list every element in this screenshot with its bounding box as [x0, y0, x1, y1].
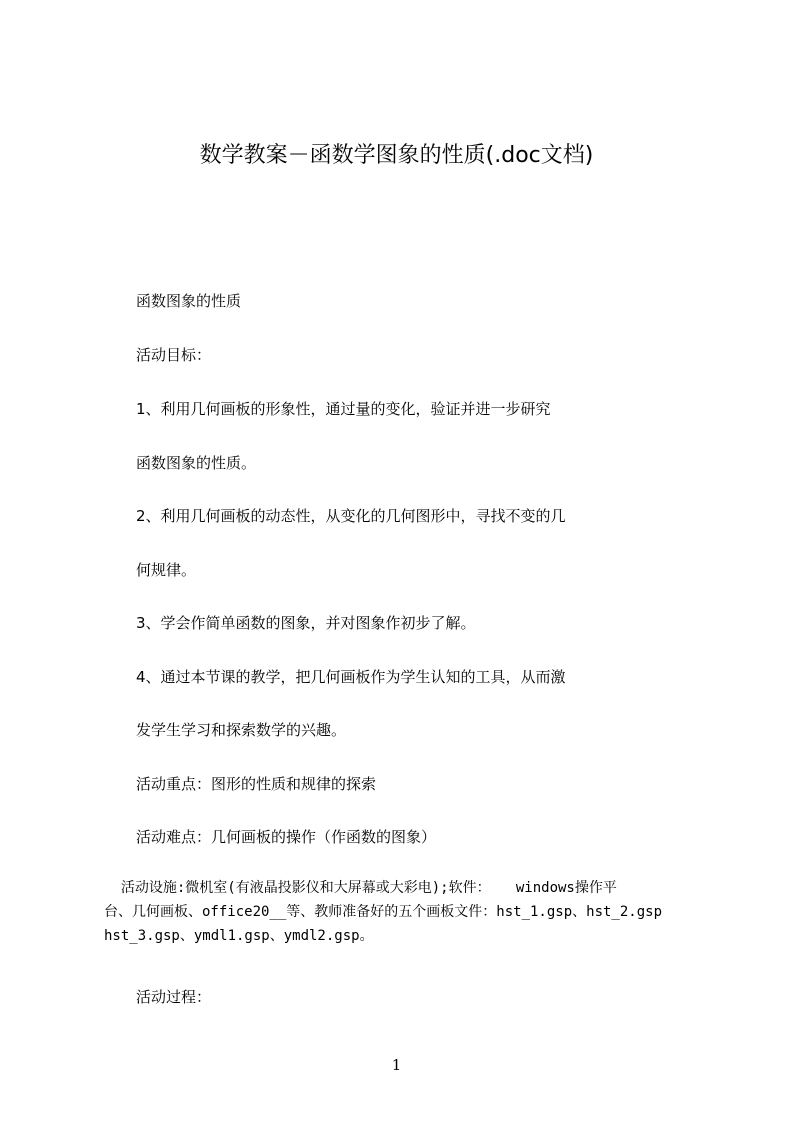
facility-line-1: 活动设施:微机室(有液晶投影仪和大屏幕或大彩电);软件： windows操作平	[104, 880, 617, 896]
paragraph-objective-1a: 1、利用几何画板的形象性，通过量的变化，验证并进一步研究	[136, 400, 551, 418]
document-title: 数学教案－函数学图象的性质(.doc文档)	[199, 143, 594, 168]
process-heading: 活动过程：	[136, 988, 212, 1006]
paragraph-objective-4b: 发学生学习和探索数学的兴趣。	[136, 721, 347, 739]
paragraph-objective-3: 3、学会作简单函数的图象，并对图象作初步了解。	[136, 614, 476, 632]
paragraph-objective-4a: 4、通过本节课的教学，把几何画板作为学生认知的工具，从而激	[136, 668, 566, 686]
paragraph-objective-2b: 何规律。	[136, 561, 197, 579]
paragraph-topic: 函数图象的性质	[136, 292, 242, 310]
facility-paragraph	[104, 876, 700, 948]
paragraph-key-point: 活动重点：图形的性质和规律的探索	[136, 775, 377, 793]
paragraph-objectives-heading: 活动目标：	[136, 346, 212, 364]
paragraph-difficulty: 活动难点：几何画板的操作（作函数的图象）	[136, 828, 437, 846]
paragraph-objective-2a: 2、利用几何画板的动态性，从变化的几何图形中，寻找不变的几	[136, 507, 566, 525]
page-number: 1	[391, 1056, 402, 1074]
facility-line-3: hst_3.gsp、ymdl1.gsp、ymdl2.gsp。	[104, 928, 374, 944]
paragraph-objective-1b: 函数图象的性质。	[136, 454, 257, 472]
facility-line-2: 台、几何画板、office20__等、教师准备好的五个画板文件：hst_1.gsp、hst_2.gsp	[104, 904, 663, 920]
